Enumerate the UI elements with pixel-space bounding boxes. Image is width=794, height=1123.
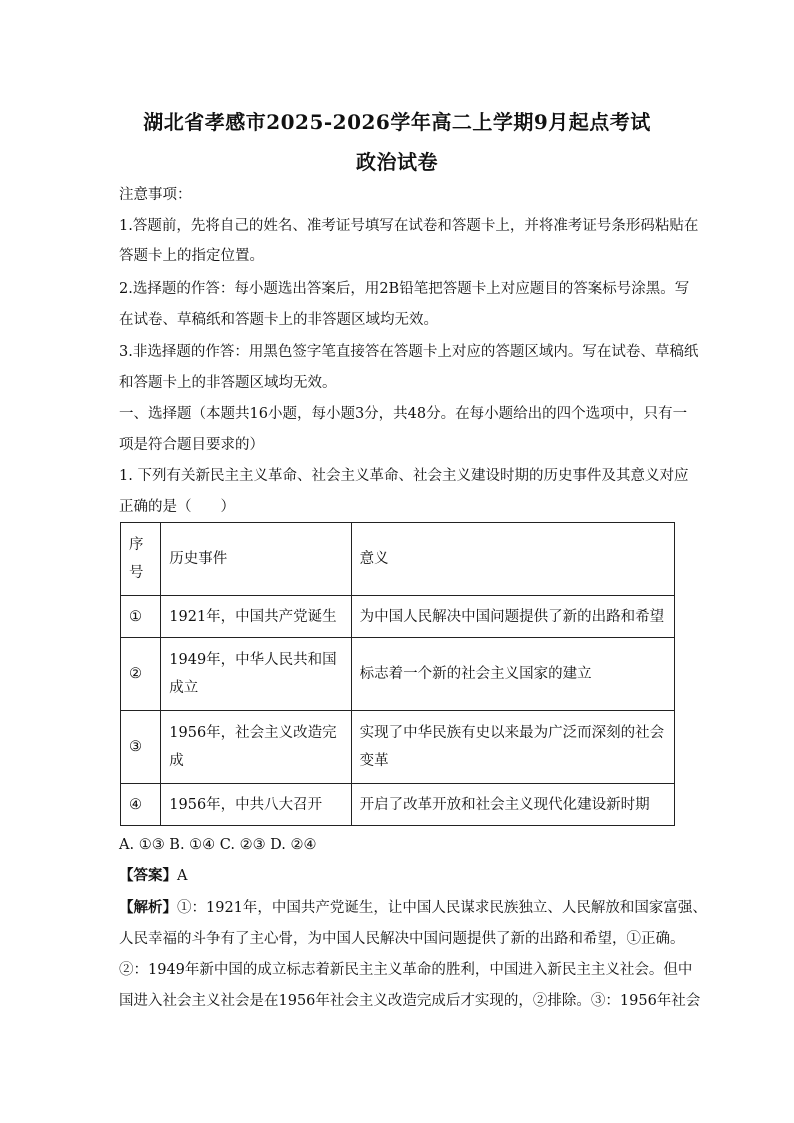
- row-index: ③: [121, 711, 161, 784]
- table-row: [121, 711, 675, 784]
- row-meaning: 实现了中华民族有史以来最为广泛而深刻的社会变革: [351, 711, 674, 784]
- row-event: 1956年，社会主义改造完成: [161, 711, 351, 784]
- notice-line-6: 和答题卡上的非答题区域均无效。: [119, 375, 337, 391]
- question-stem-line-1: 1. 下列有关新民主主义革命、社会主义革命、社会主义建设时期的历史事件及其意义对应: [119, 468, 689, 484]
- notice-line-2: 答题卡上的指定位置。: [119, 248, 264, 264]
- analysis-text: ①：1921年，中国共产党诞生，让中国人民谋求民族独立、人民解放和国家富强、: [177, 900, 707, 916]
- answer-value: A: [177, 868, 188, 884]
- page-subtitle: 政治试卷: [356, 150, 438, 174]
- table-row: [121, 638, 675, 711]
- header-index: 序号: [121, 523, 161, 596]
- header-meaning: 意义: [351, 523, 674, 596]
- section-heading-line-1: 一、选择题（本题共16小题，每小题3分，共48分。在每小题给出的四个选项中，只有一: [119, 406, 688, 422]
- row-index: ④: [121, 784, 161, 826]
- notice-line-3: 2.选择题的作答：每小题选出答案后，用2B铅笔把答题卡上对应题目的答案标号涂黑。写: [119, 281, 690, 297]
- analysis-line-3: ②：1949年新中国的成立标志着新民主主义革命的胜利，中国进入新民主主义社会。但中: [119, 962, 693, 978]
- row-index: ②: [121, 638, 161, 711]
- table-row: [121, 596, 675, 638]
- analysis-line-1: [119, 898, 707, 918]
- answer-line: [119, 866, 689, 886]
- answer-options: A. ①③ B. ①④ C. ②③ D. ②④: [119, 837, 317, 853]
- row-event: 1949年，中华人民共和国成立: [161, 638, 351, 711]
- analysis-label: 【解析】: [119, 899, 177, 916]
- row-meaning: 为中国人民解决中国问题提供了新的出路和希望: [351, 596, 674, 638]
- analysis-line-2: 人民幸福的斗争有了主心骨，为中国人民解决中国问题提供了新的出路和希望，①正确。: [119, 931, 685, 947]
- table-header-row: [121, 523, 675, 596]
- row-event: 1921年，中国共产党诞生: [161, 596, 351, 638]
- notice-line-4: 在试卷、草稿纸和答题卡上的非答题区域均无效。: [119, 312, 438, 328]
- notice-line-1: 1.答题前，先将自己的姓名、准考证号填写在试卷和答题卡上，并将准考证号条形码粘贴在: [119, 218, 699, 234]
- row-meaning: 标志着一个新的社会主义国家的建立: [351, 638, 674, 711]
- notice-heading: 注意事项：: [119, 187, 192, 203]
- header-event: 历史事件: [161, 523, 351, 596]
- notice-line-5: 3.非选择题的作答：用黑色签字笔直接答在答题卡上对应的答题区域内。写在试卷、草稿纸: [119, 344, 699, 360]
- row-index: ①: [121, 596, 161, 638]
- row-meaning: 开启了改革开放和社会主义现代化建设新时期: [351, 784, 674, 826]
- table-row: [121, 784, 675, 826]
- page-title: 湖北省孝感市2025-2026学年高二上学期9月起点考试: [143, 110, 651, 134]
- answer-label: 【答案】: [119, 867, 177, 884]
- events-table: [120, 522, 675, 826]
- row-event: 1956年，中共八大召开: [161, 784, 351, 826]
- section-heading-line-2: 项是符合题目要求的）: [119, 437, 264, 453]
- analysis-line-4: 国进入社会主义社会是在1956年社会主义改造完成后才实现的，②排除。③：1956年社会: [119, 993, 701, 1009]
- question-stem-line-2: 正确的是（ ）: [119, 499, 235, 515]
